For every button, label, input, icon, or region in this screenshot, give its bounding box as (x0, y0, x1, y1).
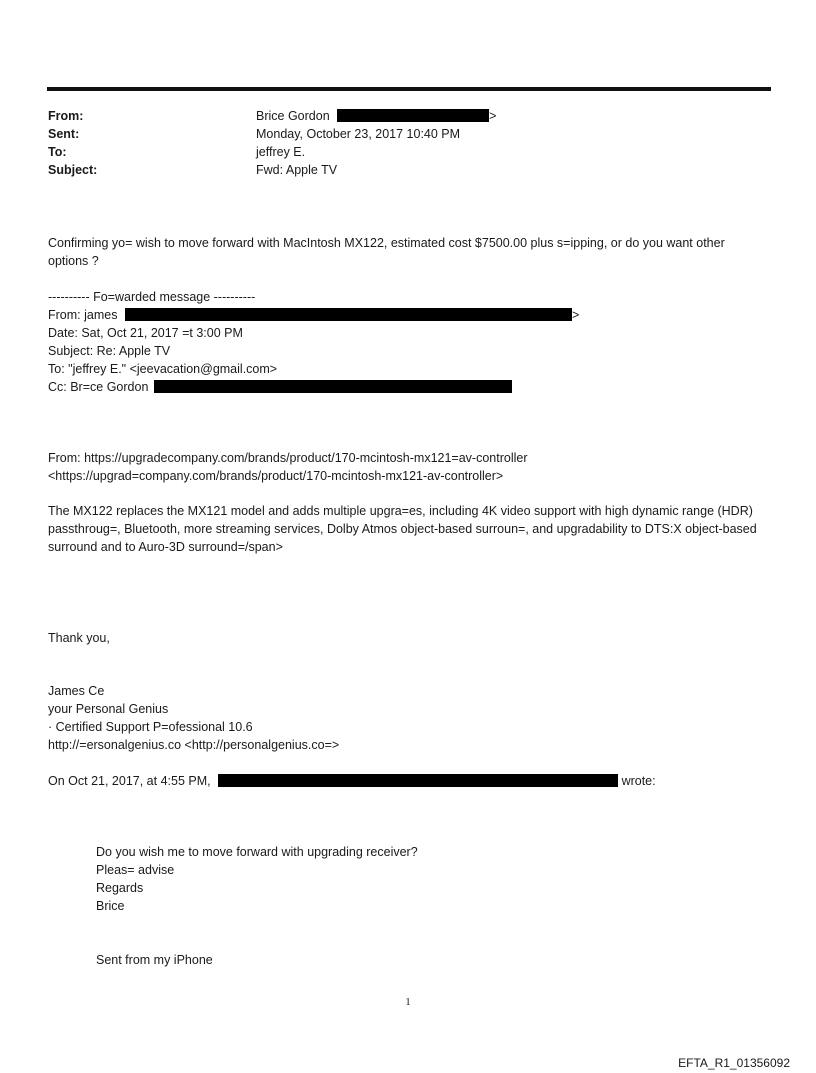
header-rule (47, 87, 771, 91)
link-line-2: <https://upgrad=company.com/brands/product/170-mcintosh-mx121-av-controller> (48, 469, 504, 483)
forwarded-from-tail: > (571, 308, 580, 322)
forwarded-from: From: james (48, 308, 118, 322)
document-id: EFTA_R1_01356092 (678, 1056, 790, 1070)
thanks-line: Thank you, (48, 631, 110, 645)
redaction-bar (337, 109, 489, 122)
from-value: Brice Gordon (256, 109, 330, 123)
redaction-bar (218, 774, 618, 787)
forwarded-header (48, 288, 758, 396)
link-line-1: From: https://upgradecompany.com/brands/product/170-mcintosh-mx121=av-controller (48, 451, 528, 465)
subject-label: Subject: (48, 163, 98, 177)
forwarded-date: Date: Sat, Oct 21, 2017 =t 3:00 PM (48, 326, 243, 340)
page-number: 1 (405, 996, 411, 1008)
sent-from-line: Sent from my iPhone (96, 953, 213, 967)
header-sent-row (48, 125, 748, 143)
signature-cert: · Certified Support P=ofessional 10.6 (48, 720, 253, 734)
sent-value: Monday, October 23, 2017 10:40 PM (256, 127, 461, 141)
email-header (48, 107, 748, 179)
header-to-row (48, 143, 748, 161)
subject-value: Fwd: Apple TV (256, 163, 338, 177)
signature-block (48, 682, 758, 754)
quote-line-4: Brice (96, 899, 125, 913)
link-block (48, 449, 758, 485)
quote-tail: wrote: (621, 774, 656, 788)
forwarded-to: To: "jeffrey E." <jeevacation@gmail.com> (48, 362, 278, 376)
quote-intro: On Oct 21, 2017, at 4:55 PM, (48, 774, 211, 788)
header-from-row (48, 107, 748, 125)
forward-marker: ---------- Fo=warded message ---------- (48, 290, 256, 304)
redaction-bar (154, 380, 512, 393)
header-subject-row (48, 161, 748, 179)
forwarded-subject: Subject: Re: Apple TV (48, 344, 171, 358)
from-tail: > (489, 109, 497, 123)
body-paragraph-2: The MX122 replaces the MX121 model and adds multiple upgra=es, including 4K video support with high dynamic range (HDR) passthroug=, Bluetooth, more streaming services, Dolby Atmos object-based surroun=, and upgradability to DTS:X object-based surround and to Auro-3D surround=/span> (48, 504, 757, 554)
redaction-bar (125, 308, 572, 321)
quote-line-2: Pleas= advise (96, 863, 175, 877)
quote-line-1: Do you wish me to move forward with upgrading receiver? (96, 845, 418, 859)
signature-name: James Ce (48, 684, 105, 698)
sent-label: Sent: (48, 127, 80, 141)
signature-url: http://=ersonalgenius.co <http://personalgenius.co=> (48, 738, 340, 752)
body-paragraph-1: Confirming yo= wish to move forward with MacIntosh MX122, estimated cost $7500.00 plus s=ipping, or do you want other options ? (48, 236, 725, 268)
to-label: To: (48, 145, 67, 159)
quote-line-3: Regards (96, 881, 144, 895)
signature-title: your Personal Genius (48, 702, 169, 716)
forwarded-cc: Cc: Br=ce Gordon (48, 380, 149, 394)
to-value: jeffrey E. (256, 145, 306, 159)
from-label: From: (48, 109, 84, 123)
quote-intro-line (48, 772, 758, 790)
quoted-message (96, 843, 806, 915)
